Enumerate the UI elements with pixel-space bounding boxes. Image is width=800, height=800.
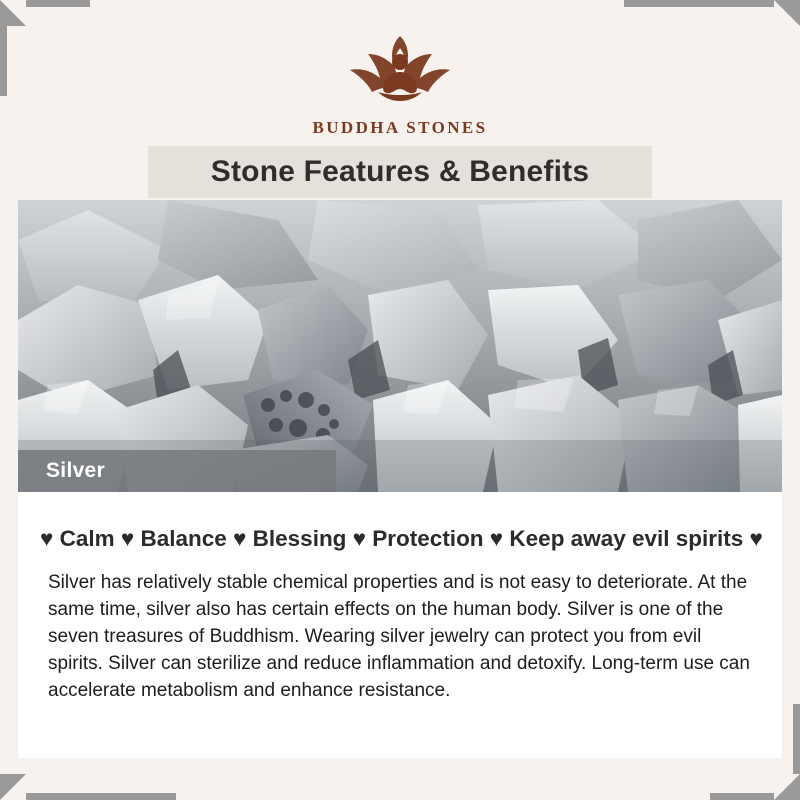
edge-bar-top-right [624,0,774,7]
edge-bar-right [793,704,800,774]
hero-caption [18,450,336,492]
description-text: Silver has relatively stable chemical properties and is not easy to deteriorate. At the same time, silver also has certain effects on the human body. Silver is one of the seven treasures of Buddhism. Wearing silver jewelry can protect you from evil spirits. Silver can sterilize and reduce inflammation and detoxify. Long-term use can accelerate metabolism and enhance resistance. [48,572,750,701]
corner-notch-bottom-right [774,774,800,800]
edge-bar-top-left [26,0,90,7]
page-title: Stone Features & Benefits [210,155,590,188]
title-band [148,146,652,198]
hero-caption-label: Silver [46,459,106,482]
brand-logo [0,22,800,138]
corner-notch-bottom-left [0,774,26,800]
edge-bar-bottom-right [710,793,774,800]
lotus-meditation-figure-icon [320,22,480,112]
benefits-line: ♥ Calm ♥ Balance ♥ Blessing ♥ Protection ♥ Keep away evil spirits ♥ [40,526,763,551]
content-card [18,492,782,758]
edge-bar-bottom-left [26,793,176,800]
brand-name: BUDDHA STONES [312,118,488,137]
hero-image [18,200,782,492]
silver-ore-rocks-illustration [18,200,782,492]
